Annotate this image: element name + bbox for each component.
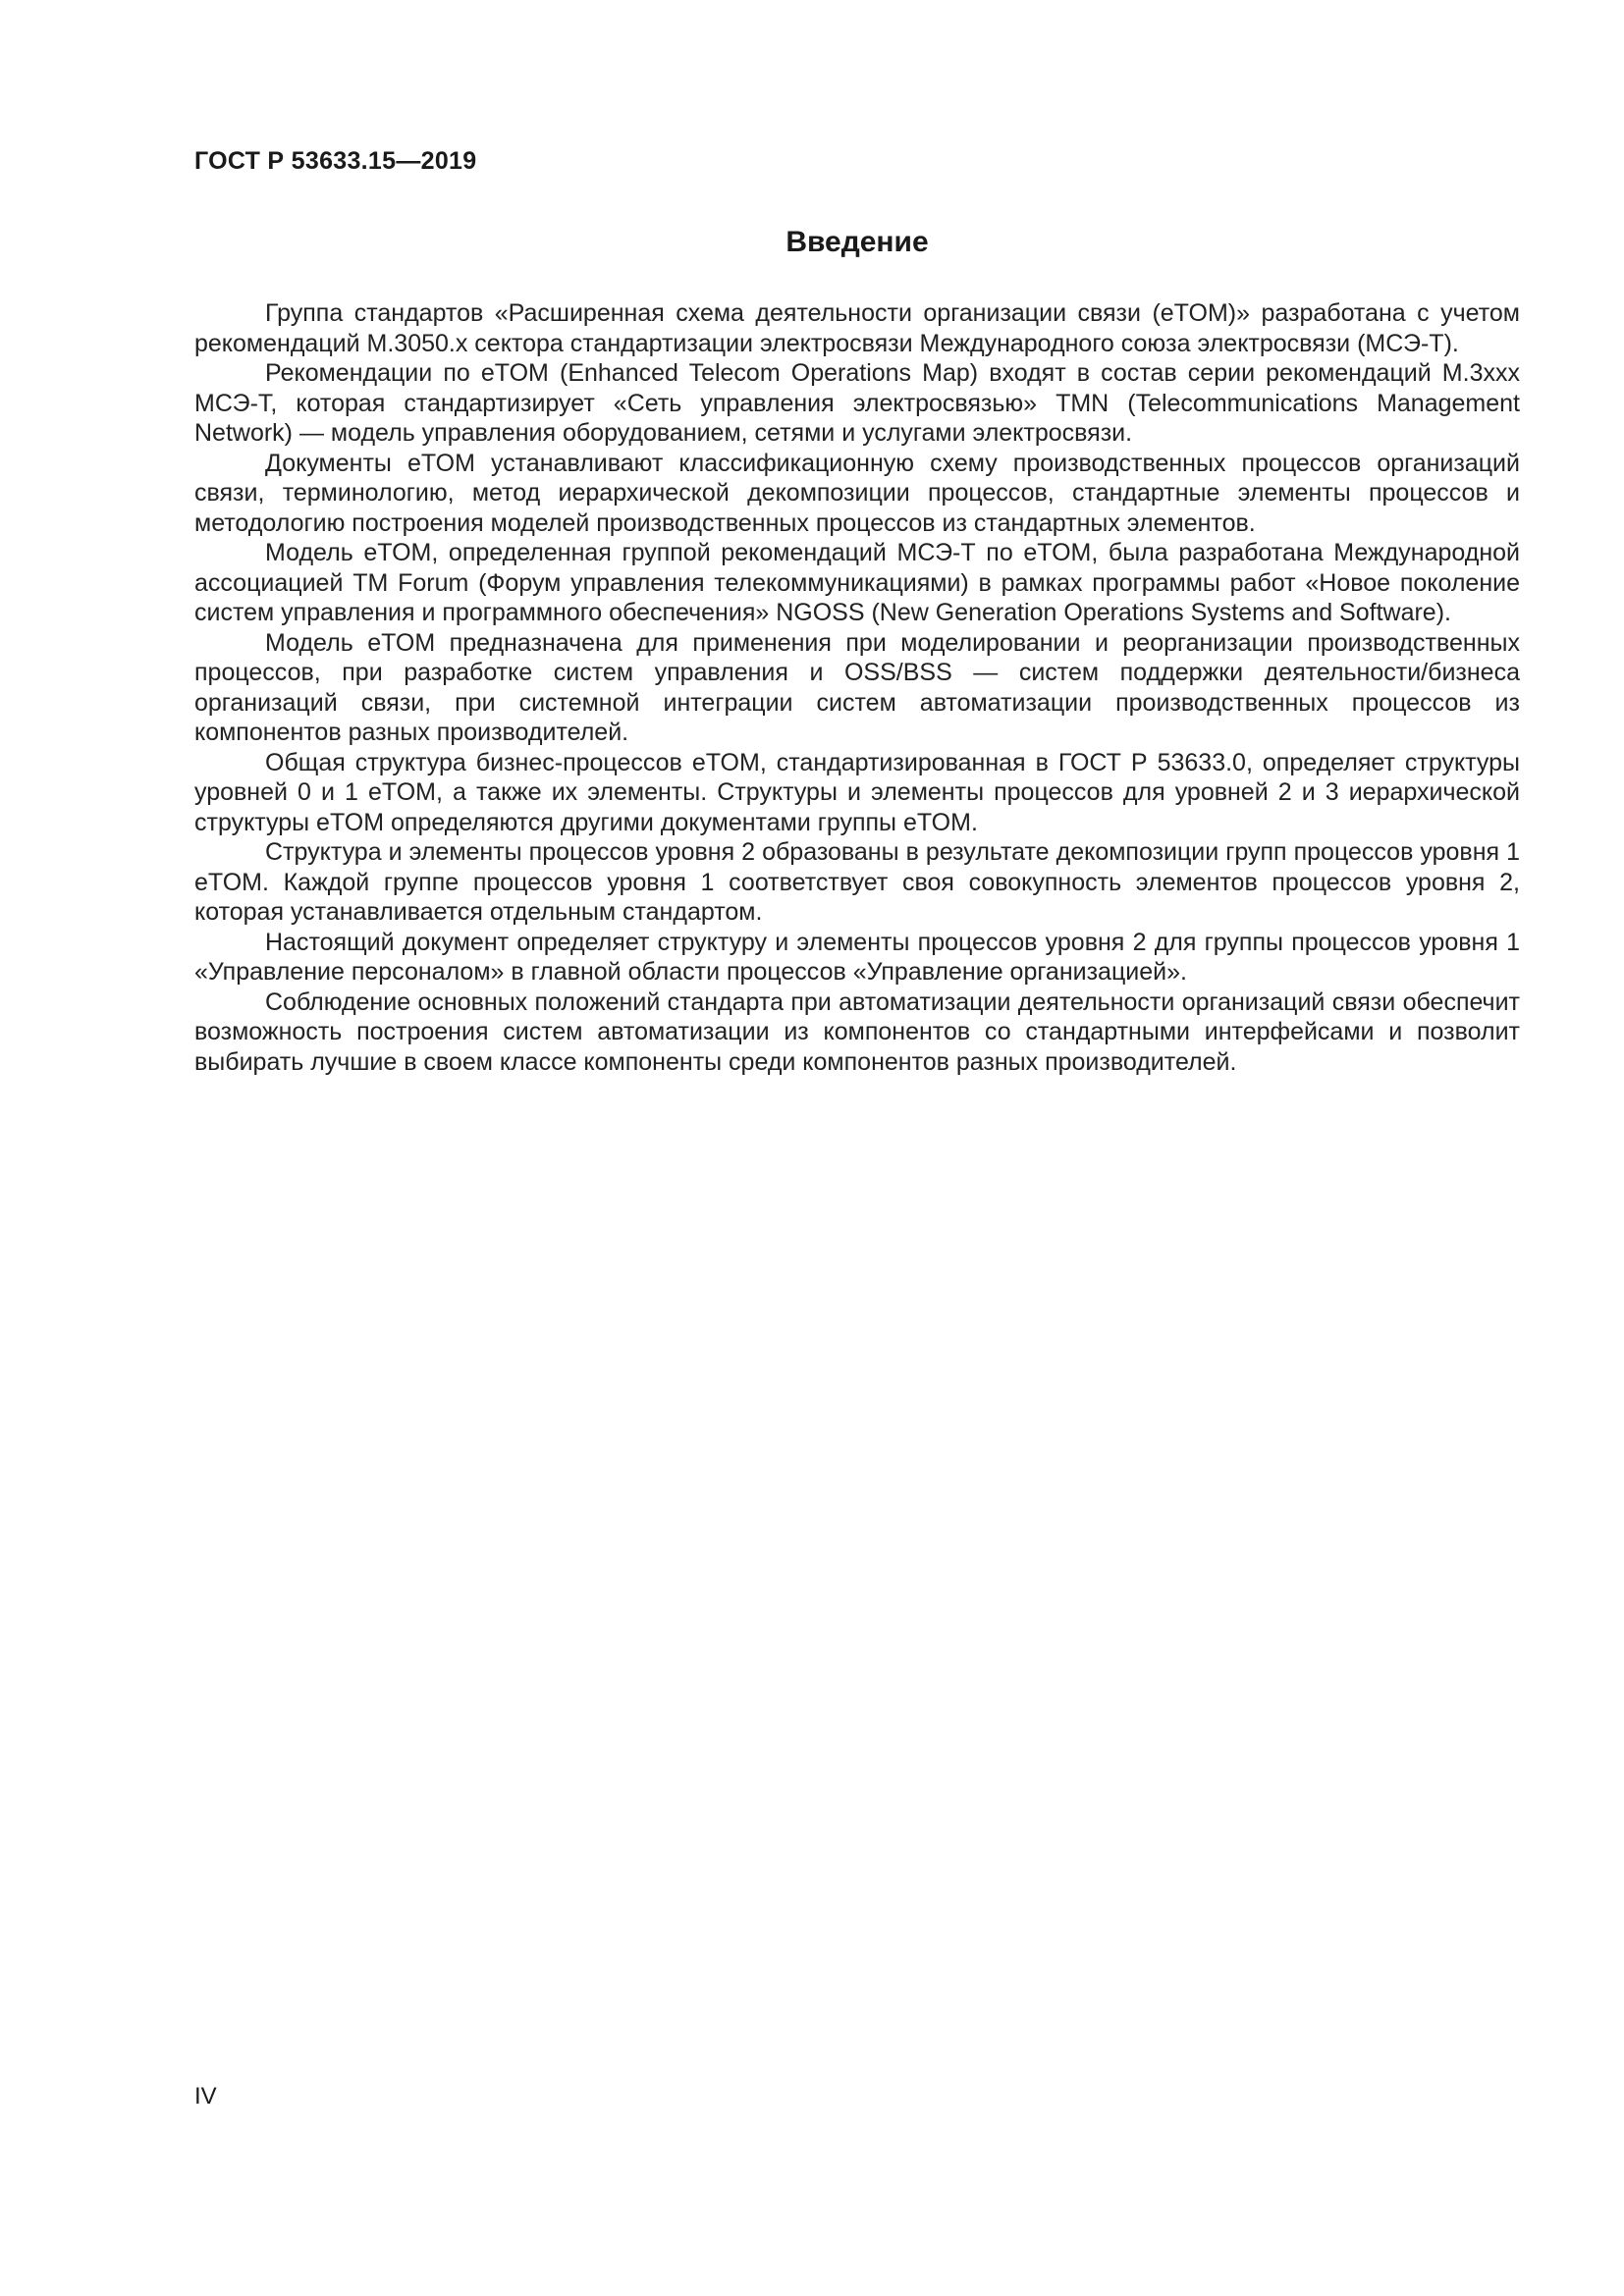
paragraph: Соблюдение основных положений стандарта при автоматизации деятельности организаций связи обеспечит возможность построения систем автоматизации из компонентов со стандартными интерфейсами и позволит выбирать лучшие в своем классе компоненты среди компонентов разных производителей. xyxy=(194,988,1520,1076)
paragraph: Модель eTOM, определенная группой рекомендаций МСЭ-Т по eTOM, была разработана Международной ассоциацией TM Forum (Форум управления телекоммуникациями) в рамках программы работ «Новое поколение систем управления и программного обеспечения» NGOSS (New Generation Operations Systems and Software). xyxy=(194,539,1520,626)
document-code-header: ГОСТ Р 53633.15—2019 xyxy=(194,147,477,175)
paragraph: Настоящий документ определяет структуру и элементы процессов уровня 2 для группы процессов уровня 1 «Управление персоналом» в главной области процессов «Управление организацией». xyxy=(194,928,1520,986)
paragraph: Документы eTOM устанавливают классификационную схему производственных процессов организаций связи, терминологию, метод иерархической декомпозиции процессов, стандартные элементы процессов и методологию построения моделей производственных процессов из стандартных элементов. xyxy=(194,449,1520,537)
introduction-body xyxy=(194,298,1520,1077)
paragraph: Группа стандартов «Расширенная схема деятельности организации связи (eTOM)» разработана с учетом рекомендаций М.3050.х сектора стандартизации электросвязи Международного союза электросвязи (МСЭ-Т). xyxy=(194,299,1520,357)
paragraph: Рекомендации по eTOM (Enhanced Telecom Operations Map) входят в состав серии рекомендаций М.3ххх МСЭ-Т, которая стандартизирует «Сеть управления электросвязью» TMN (Telecommunications Management Network) — модель управления оборудованием, сетями и услугами электросвязи. xyxy=(194,359,1520,447)
paragraph: Модель eTOM предназначена для применения при моделировании и реорганизации производственных процессов, при разработке систем управления и OSS/BSS — систем поддержки деятельности/бизнеса организаций связи, при системной интеграции систем автоматизации производственных процессов из компонентов разных производителей. xyxy=(194,628,1520,746)
paragraph: Структура и элементы процессов уровня 2 образованы в результате декомпозиции групп процессов уровня 1 eTOM. Каждой группе процессов уровня 1 соответствует своя совокупность элементов процессов уровня 2, которая устанавливается отдельным стандартом. xyxy=(194,838,1520,926)
paragraph: Общая структура бизнес-процессов eTOM, стандартизированная в ГОСТ Р 53633.0, определяет структуры уровней 0 и 1 eTOM, а также их элементы. Структуры и элементы процессов для уровней 2 и 3 иерархической структуры eTOM определяются другими документами группы eTOM. xyxy=(194,748,1520,836)
section-title: Введение xyxy=(785,226,929,258)
page-number: IV xyxy=(194,2083,217,2109)
